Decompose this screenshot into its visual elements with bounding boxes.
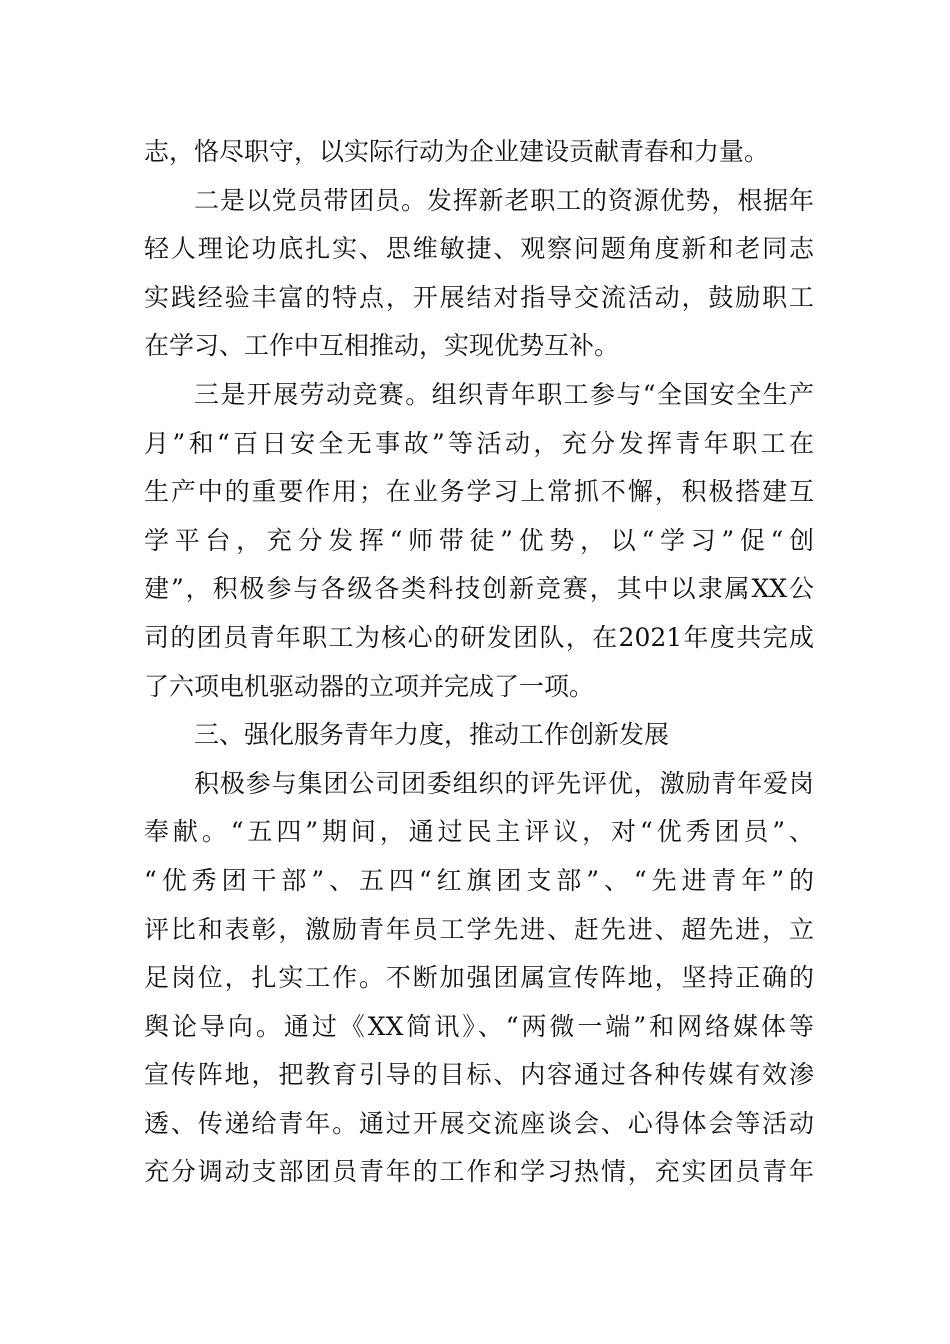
text-line: “优秀团干部”、五四“红旗团支部”、“先进青年”的 <box>144 865 814 895</box>
text-line: 志，恪尽职守，以实际行动为企业建设贡献青春和力量。 <box>144 137 770 166</box>
text-line: 足岗位，扎实工作。不断加强团属宣传阵地，坚持正确的 <box>144 963 814 993</box>
text-line: 充分调动支部团员青年的工作和学习热情，充实团员青年 <box>144 1157 814 1187</box>
text-line: 月”和“百日安全无事故”等活动，充分发挥青年职工在 <box>144 428 814 458</box>
text-line: 司的团员青年职工为核心的研发团队，在2021年度共完成 <box>144 622 814 652</box>
text-line: 实践经验丰富的特点，开展结对指导交流活动，鼓励职工 <box>144 282 814 312</box>
text-line: 学平台，充分发挥“师带徒”优势，以“学习”促“创 <box>144 525 814 555</box>
section-heading: 三、强化服务青年力度，推动工作创新发展 <box>194 720 670 750</box>
text-line: 生产中的重要作用；在业务学习上常抓不懈，积极搭建互 <box>144 477 814 507</box>
text-line: 二是以党员带团员。发挥新老职工的资源优势，根据年 <box>194 185 814 215</box>
text-line: 舆论导向。通过《XX简讯》、“两微一端”和网络媒体等 <box>144 1011 814 1041</box>
text-line: 评比和表彰，激励青年员工学先进、赶先进、超先进，立 <box>144 914 814 944</box>
text-line: 宣传阵地，把教育引导的目标、内容通过各种传媒有效渗 <box>144 1060 814 1090</box>
text-line: 了六项电机驱动器的立项并完成了一项。 <box>144 671 595 701</box>
text-line: 奉献。“五四”期间，通过民主评议，对“优秀团员”、 <box>144 817 814 847</box>
text-line: 三是开展劳动竞赛。组织青年职工参与“全国安全生产 <box>194 379 814 409</box>
body-text <box>144 128 814 1197</box>
text-line: 透、传递给青年。通过开展交流座谈会、心得体会等活动 <box>144 1108 814 1138</box>
text-line: 轻人理论功底扎实、思维敏捷、观察问题角度新和老同志 <box>144 234 814 264</box>
text-line: 在学习、工作中互相推动，实现优势互补。 <box>144 331 620 361</box>
text-line: 建”，积极参与各级各类科技创新竞赛，其中以隶属XX公 <box>144 574 814 604</box>
text-line: 积极参与集团公司团委组织的评先评优，激励青年爱岗 <box>194 768 814 798</box>
